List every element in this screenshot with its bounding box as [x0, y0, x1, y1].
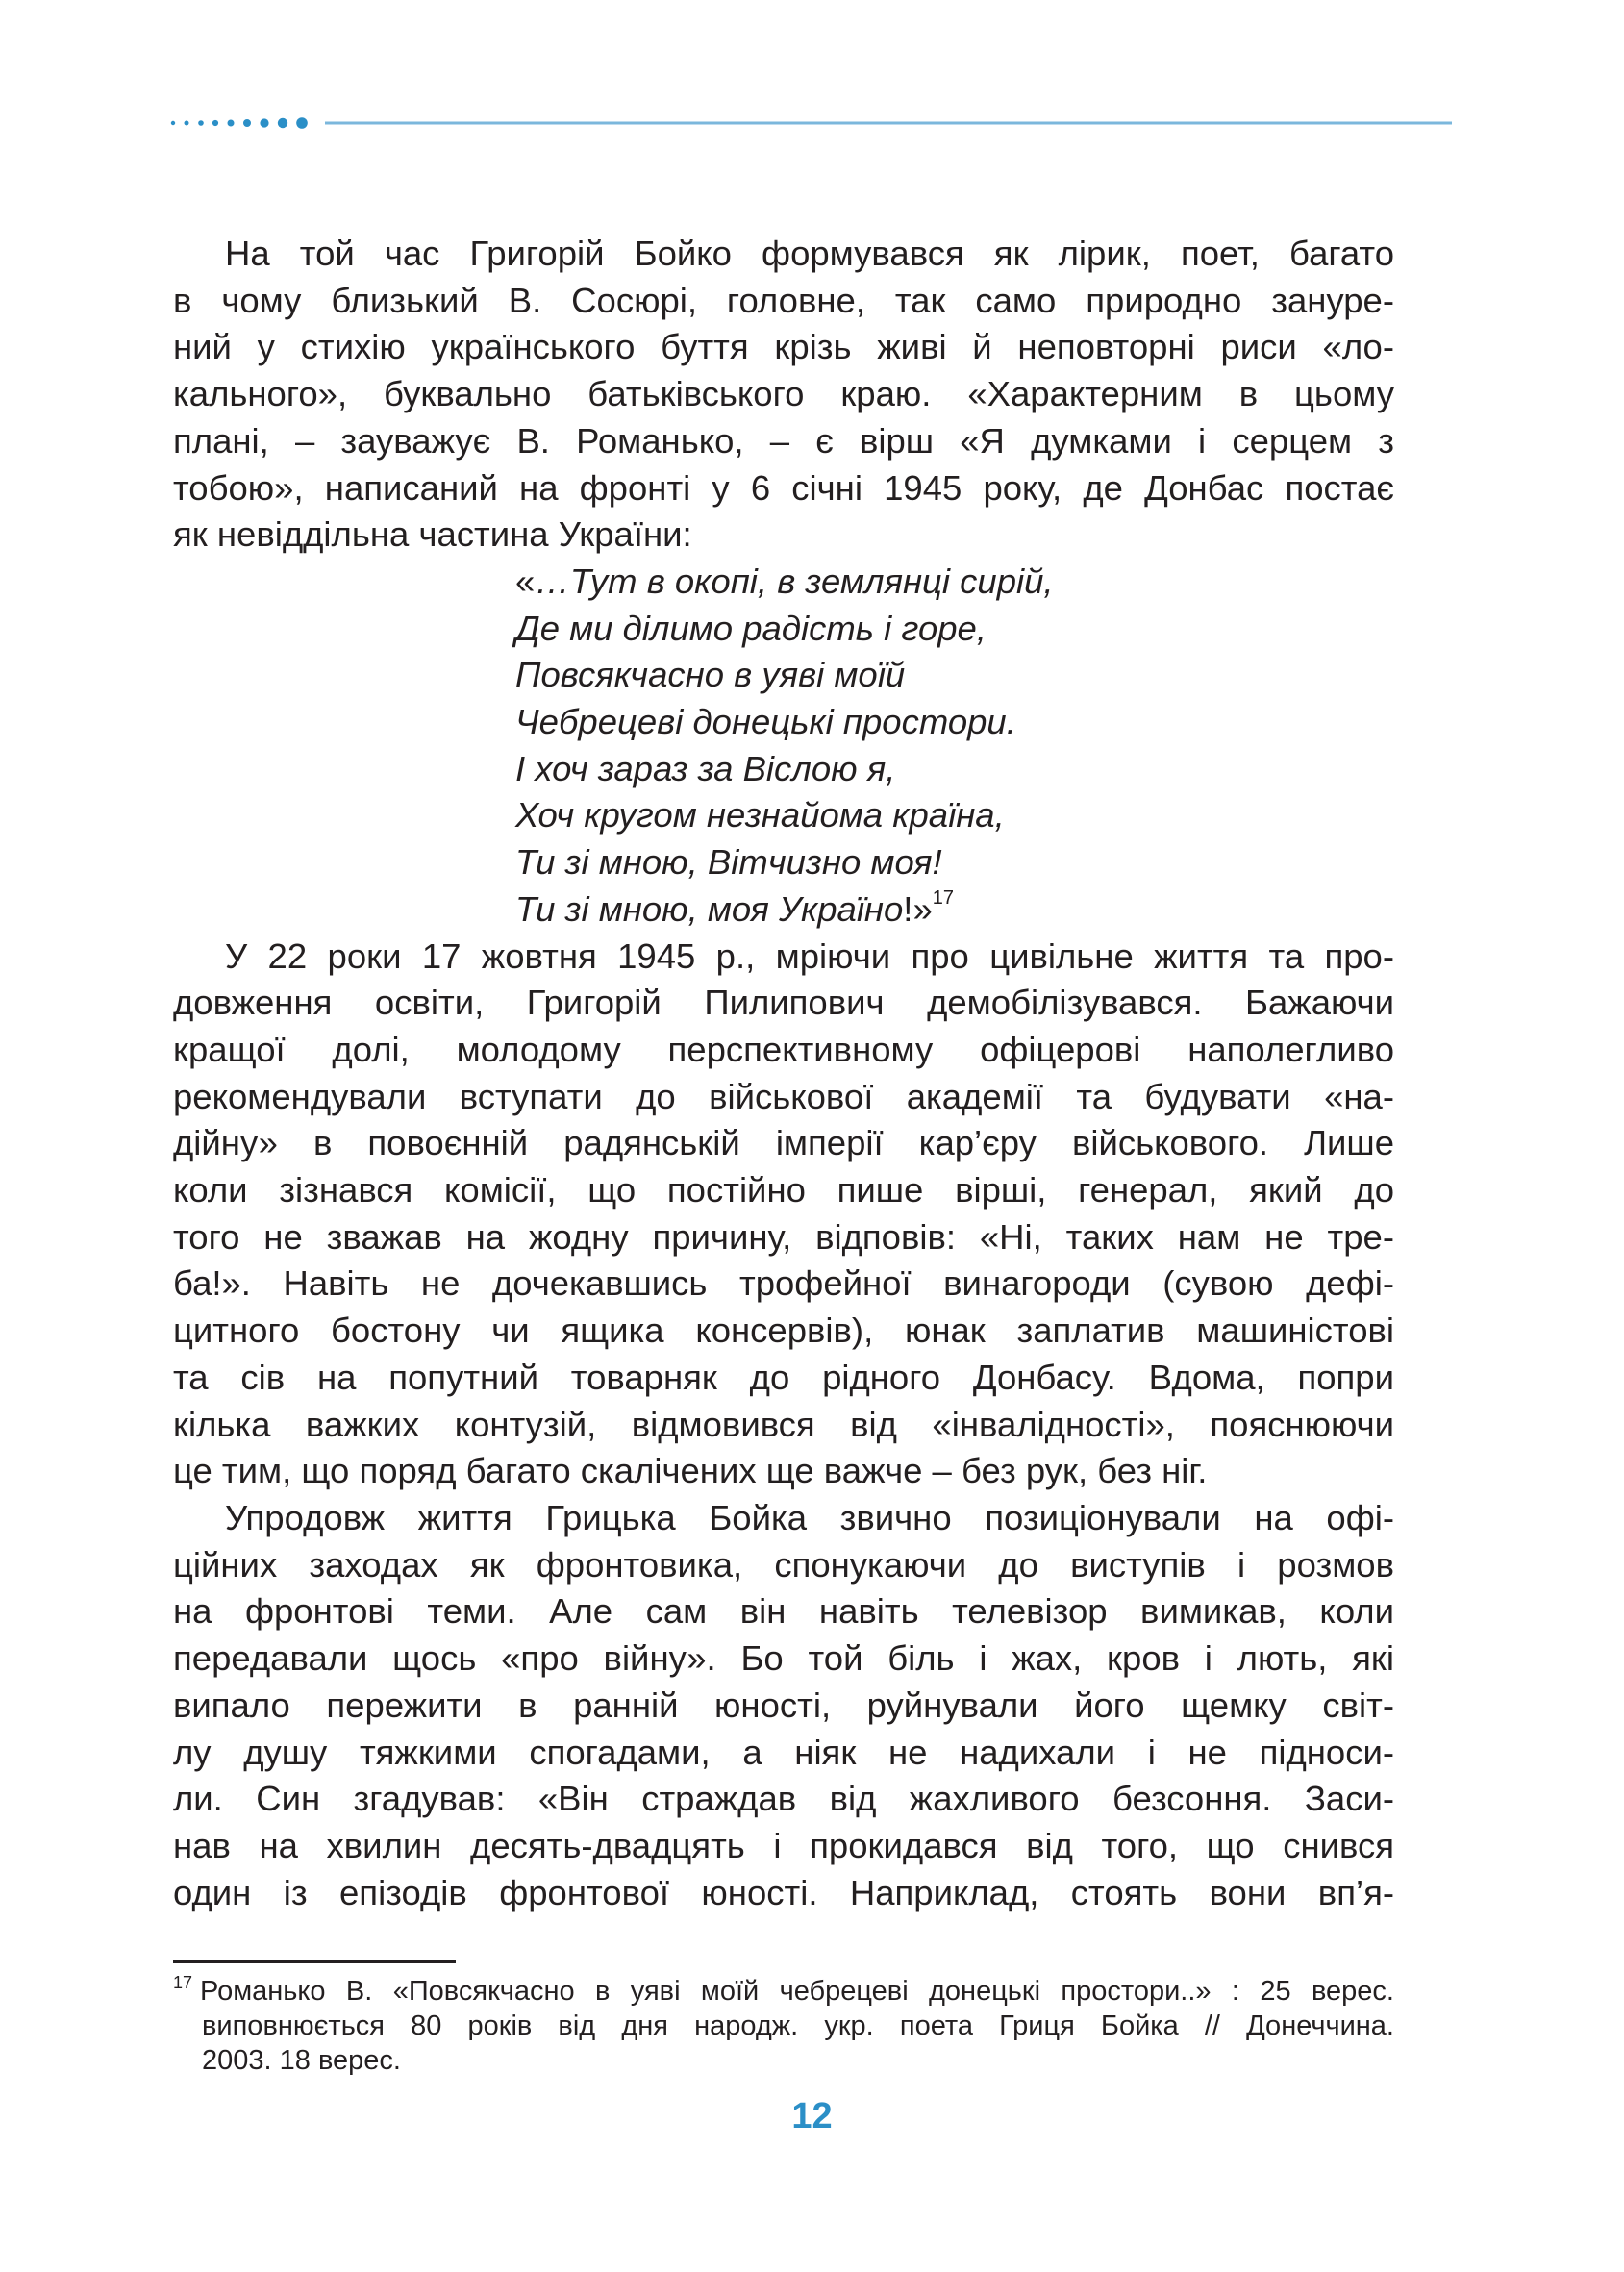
- text-line: та сів на попутний товарняк до рідного Донбасу. Вдома, попри: [173, 1357, 1394, 1397]
- text-line: ний у стихію українського буття крізь живі й неповторні риси «ло-: [173, 327, 1394, 367]
- text-line: дійну» в повоєнній радянській імперії кар’єру військового. Лише: [173, 1123, 1394, 1163]
- footnote-line: виповнюється 80 років від дня народж. укр. поета Гриця Бойка // Донеччина.: [202, 2010, 1394, 2041]
- text-line: коли зізнався комісії, що постійно пише вірші, генерал, який до: [173, 1170, 1394, 1211]
- text-line: плані, – зауважує В. Романько, – є вірш «Я думками і серцем з: [173, 420, 1394, 461]
- poem-close-quote: !»: [903, 888, 933, 929]
- poem-quote: [173, 559, 1394, 934]
- header-dots-line: [169, 114, 1452, 132]
- poem-line: Ти зі мною, Вітчизно моя!: [515, 842, 942, 883]
- main-text: [173, 231, 1394, 1916]
- text-line: цитного бостону чи ящика консервів), юнак заплатив машиністові: [173, 1311, 1394, 1351]
- text-line: на фронтові теми. Але сам він навіть телевізор вимикав, коли: [173, 1591, 1394, 1632]
- footnote-separator: [173, 1960, 456, 1963]
- footnote-line: [173, 1974, 1394, 2009]
- poem-line: Де ми ділимо радість і горе,: [515, 608, 987, 648]
- text-line: кращої долі, молодому перспективному офіцерові наполегливо: [173, 1029, 1394, 1069]
- footnote-reference[interactable]: 17: [932, 886, 954, 909]
- text-line: Упродовж життя Грицька Бойка звично позиціонували на офі-: [225, 1497, 1394, 1537]
- text-line: це тим, що поряд багато скалічених ще важче – без рук, без ніг.: [173, 1451, 1208, 1491]
- text-line: ційних заходах як фронтовика, спонукаючи до виступів і розмов: [173, 1544, 1394, 1585]
- poem-line-text: …Тут в окопі, в землянці сирій,: [535, 561, 1054, 601]
- page-number: 12: [791, 2096, 833, 2136]
- text-line: тобою», написаний на фронті у 6 січні 1945 року, де Донбас постає: [173, 467, 1394, 508]
- poem-line-text: Ти зі мною, моя Україно: [515, 888, 904, 929]
- footnote: [173, 1974, 1394, 2078]
- paragraph-1: [173, 231, 1394, 559]
- text-line: рекомендували вступати до військової академії та будувати «на-: [173, 1076, 1394, 1116]
- poem-line: Повсякчасно в уяві моїй: [515, 655, 906, 695]
- text-line: нав на хвилин десять-двадцять і прокидався від того, що снився: [173, 1825, 1394, 1865]
- text-line: як невіддільна частина України:: [173, 514, 692, 555]
- text-line: випало пережити в ранній юності, руйнували його щемку світ-: [173, 1685, 1394, 1725]
- text-line: На той час Григорій Бойко формувався як лірик, поет, багато: [225, 234, 1394, 273]
- paragraph-2: [173, 934, 1394, 1495]
- poem-line: Чебрецеві донецькі простори.: [515, 702, 1016, 742]
- text-line: довження освіти, Григорій Пилипович демобілізувався. Бажаючи: [173, 983, 1394, 1023]
- text-line: лу душу тяжкими спогадами, а ніяк не надихали і не підноси-: [173, 1732, 1394, 1772]
- text-line: ли. Син згадував: «Він страждав від жахливого безсоння. Заси-: [173, 1779, 1394, 1819]
- poem-line: [515, 886, 1394, 934]
- text-line: кального», буквально батьківського краю. «Характерним в цьому: [173, 374, 1394, 414]
- text-line: того не зважав на жодну причину, відповів: «Ні, таких нам не тре-: [173, 1216, 1394, 1257]
- footnote-text: Романько В. «Повсякчасно в уяві моїй чебрецеві донецькі простори..» : 25 верес.: [200, 1976, 1394, 2007]
- header-decorative-rule: [169, 114, 1452, 132]
- footnote-number: 17: [173, 1973, 193, 1992]
- text-line: передавали щось «про війну». Бо той біль і жах, кров і лють, які: [173, 1638, 1394, 1679]
- footnote-line: 2003. 18 верес.: [202, 2045, 401, 2076]
- poem-line: Хоч кругом незнайома країна,: [515, 795, 1005, 836]
- poem-line: [515, 559, 1394, 606]
- poem-open-quote: «: [515, 561, 536, 601]
- text-line: У 22 роки 17 жовтня 1945 р., мріючи про цивільне життя та про-: [225, 936, 1394, 976]
- text-line: кілька важких контузій, відмовився від «інвалідності», пояснюючи: [173, 1404, 1394, 1444]
- text-line: ба!». Навіть не дочекавшись трофейної винагороди (сувою дефі-: [173, 1263, 1394, 1304]
- text-line: в чому близький В. Сосюрі, головне, так само природно зануре-: [173, 280, 1394, 320]
- text-line: один із епізодів фронтової юності. Наприклад, стоять вони вп’я-: [173, 1872, 1394, 1912]
- poem-line: І хоч зараз за Віслою я,: [515, 748, 896, 788]
- paragraph-3: [173, 1495, 1394, 1916]
